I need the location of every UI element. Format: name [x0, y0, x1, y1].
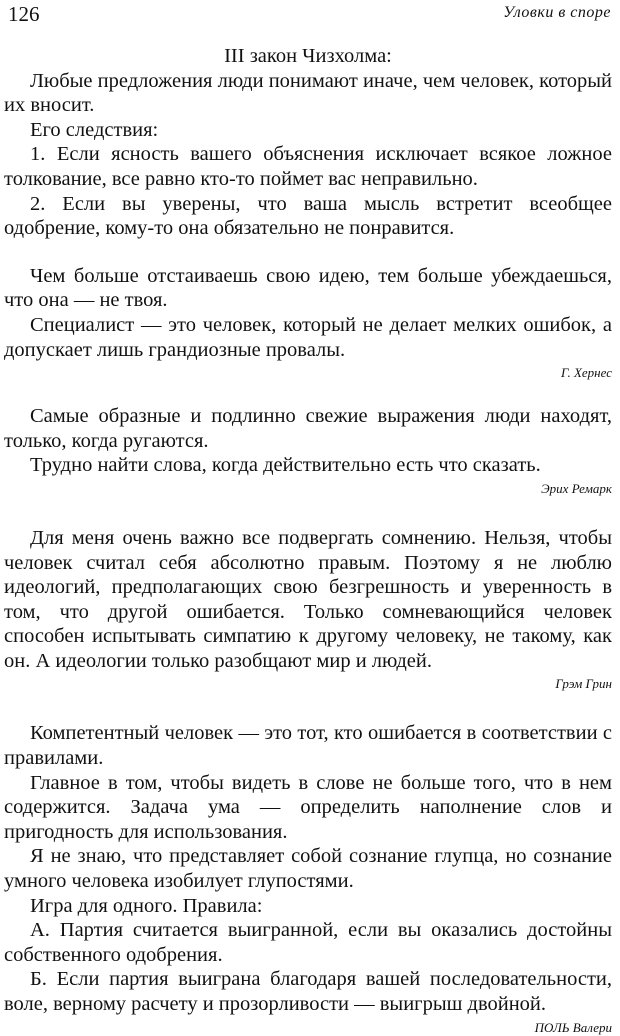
law-statement: Любые предложения люди понимают иначе, чем человек, который их вносит. [4, 69, 612, 117]
quote-author: Грэм Грин [555, 676, 612, 692]
quote-author: Г. Хернес [561, 365, 612, 381]
remarque-quotes [4, 404, 612, 497]
corollary-2: 2. Если вы уверены, что ваша мысль встретит всеобщее одобрение, кому-то она обязательно не понравится. [4, 192, 612, 240]
corollaries-label: Его следствия: [30, 118, 159, 141]
quote-paragraph: Главное в том, чтобы видеть в слове не больше того, что в нем содержится. Задача ума — определить наполнение слов и пригодность для использования. [4, 771, 612, 843]
law-title: III закон Чизхолма: [224, 45, 392, 67]
quote-paragraph: Для меня очень важно все подвергать сомнению. Нельзя, чтобы человек считал себя абсолютно правым. Поэтому я не люблю идеологий, предполагающих свою безгрешность и уверенность в том, что другой ошибается. Только сомневающийся человек способен испытывать симпатию к другому человеку, не такому, как он. А идеологии только разобщают мир и людей. [4, 526, 612, 672]
quote-paragraph: Самые образные и подлинно свежие выражения люди находят, только, когда ругаются. [4, 405, 612, 452]
quote-author: Эрих Ремарк [541, 480, 612, 496]
page-number: 126 [8, 2, 40, 26]
quote-paragraph: Компетентный человек — это тот, кто ошибается в соответствии с правилами. [4, 722, 612, 770]
quote-paragraph: Б. Если партия выиграна благодаря вашей последовательности, воле, верному расчету и прозорливости — выигрыш двойной. [4, 968, 612, 1015]
quote-paragraph: Трудно найти слова, когда действительно есть что сказать. [30, 454, 541, 477]
quote-paragraph: Чем больше отстаиваешь свою идею, тем больше убеждаешься, что она — не твоя. [4, 264, 612, 312]
quote-paragraph: Специалист — это человек, который не делает мелких ошибок, а допускает лишь грандиозные провалы. [4, 313, 612, 361]
page-header [8, 2, 611, 32]
greene-quote [4, 526, 612, 693]
valery-quotes [4, 721, 612, 1035]
chisholm-law-section [4, 44, 612, 241]
quote-author: ПОЛЬ Валери [534, 1019, 612, 1035]
quote-paragraph: Я не знаю, что представляет собой сознание глупца, но сознание умного человека изобилует глупостями. [4, 845, 612, 893]
page-content [4, 44, 612, 1036]
quote-paragraph: Игра для одного. Правила: [30, 894, 263, 917]
running-title: Уловки в споре [503, 4, 611, 21]
quote-paragraph: А. Партия считается выигранной, если вы оказались достойны собственного одобрения. [4, 919, 612, 966]
herness-quotes [4, 264, 612, 381]
corollary-1: 1. Если ясность вашего объяснения исключает всякое ложное толкование, все равно кто-то поймет вас неправильно. [4, 143, 612, 190]
